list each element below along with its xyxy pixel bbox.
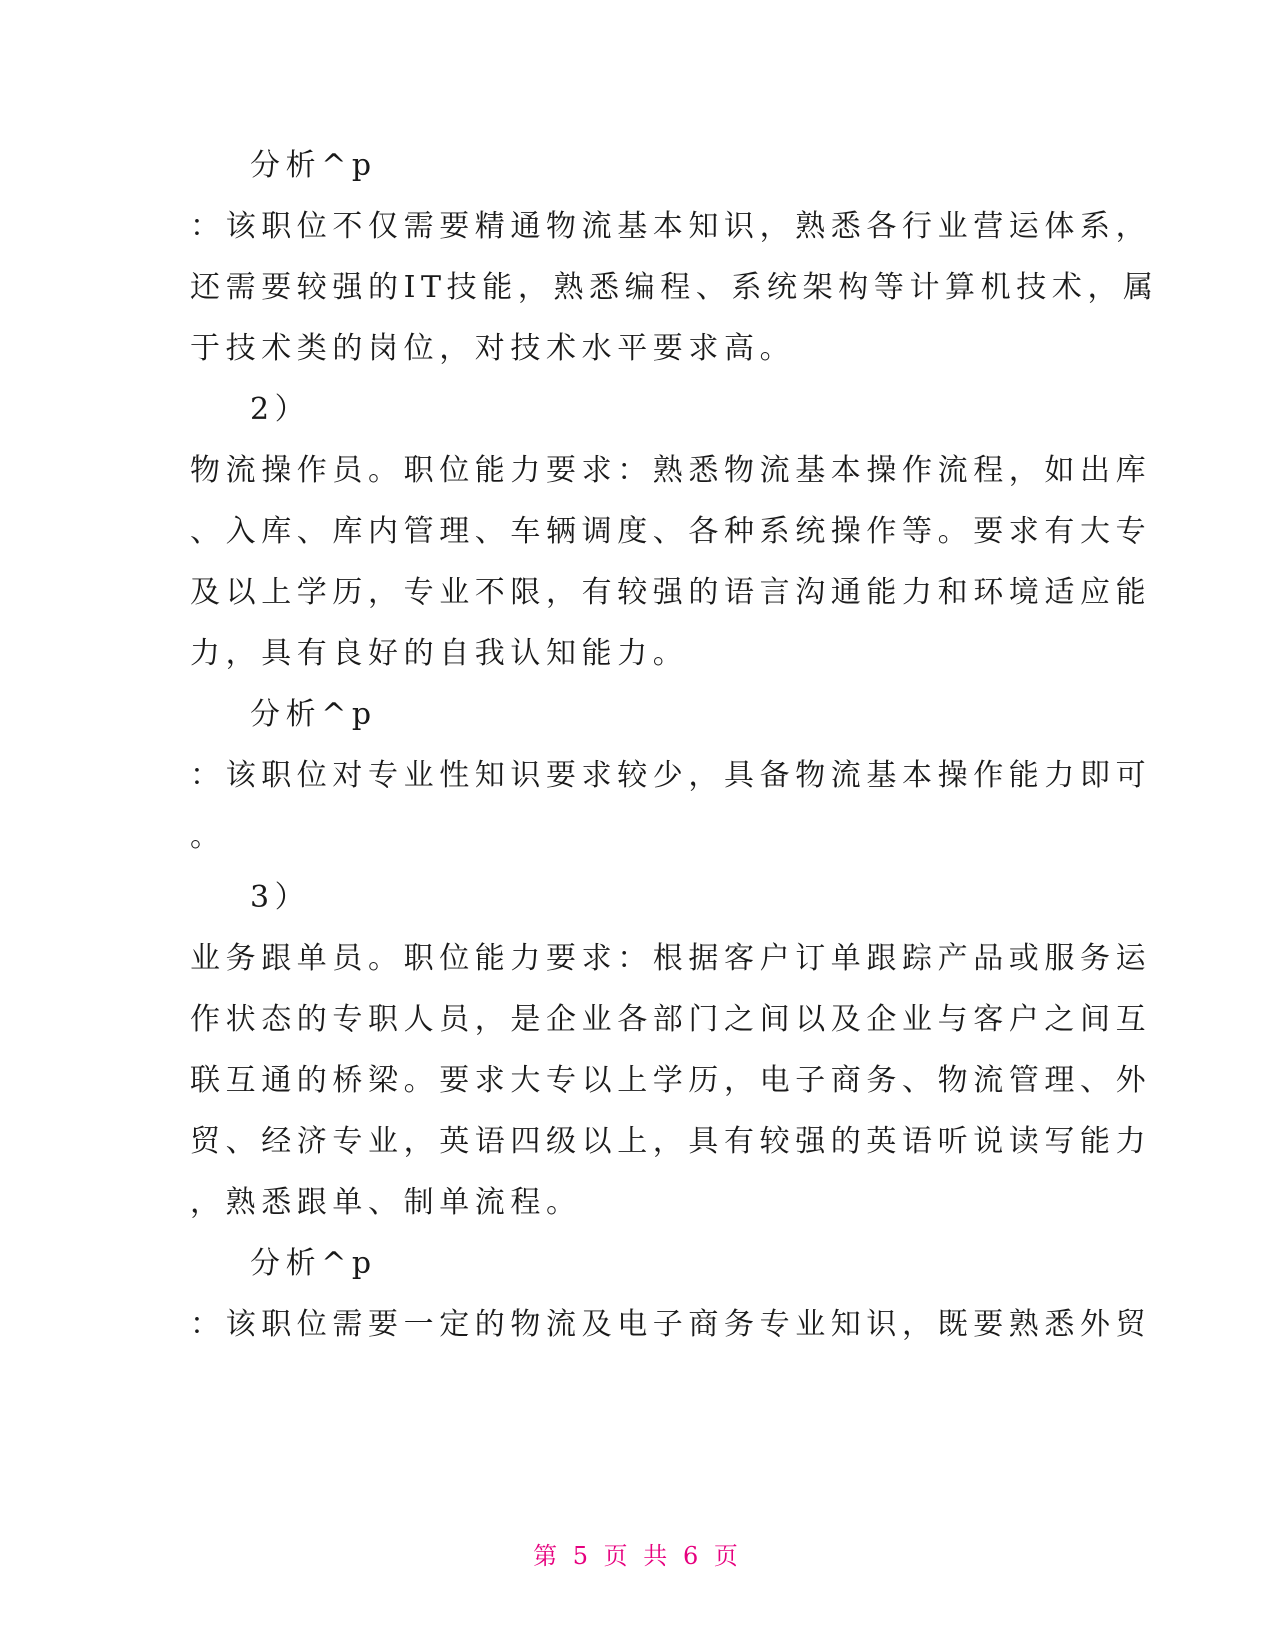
paragraph-line: ：该职位不仅需要精通物流基本知识，熟悉各行业营运体系， bbox=[190, 209, 1152, 244]
paragraph-line: 物流操作员。职位能力要求：熟悉物流基本操作流程，如出库 bbox=[190, 453, 1152, 488]
paragraph-line: 及以上学历，专业不限，有较强的语言沟通能力和环境适应能 bbox=[190, 575, 1152, 610]
paragraph-line: 、入库、库内管理、车辆调度、各种系统操作等。要求有大专 bbox=[190, 514, 1152, 549]
paragraph-line: 。 bbox=[190, 819, 226, 854]
paragraph-line: 于技术类的岗位，对技术水平要求高。 bbox=[190, 331, 796, 366]
paragraph-line: 还需要较强的IT技能，熟悉编程、系统架构等计算机技术，属 bbox=[190, 270, 1159, 305]
paragraph-line: ，熟悉跟单、制单流程。 bbox=[190, 1185, 582, 1220]
section-number: 3） bbox=[250, 880, 311, 915]
paragraph-line: 业务跟单员。职位能力要求：根据客户订单跟踪产品或服务运 bbox=[190, 941, 1152, 976]
paragraph-line: 联互通的桥梁。要求大专以上学历，电子商务、物流管理、外 bbox=[190, 1063, 1152, 1098]
paragraph-line: 作状态的专职人员，是企业各部门之间以及企业与客户之间互 bbox=[190, 1002, 1152, 1037]
analysis-heading: 分析^p bbox=[250, 1246, 377, 1281]
page-number-footer: 第 5 页 共 6 页 bbox=[533, 1542, 742, 1570]
paragraph-line: ：该职位需要一定的物流及电子商务专业知识，既要熟悉外贸 bbox=[190, 1307, 1152, 1342]
paragraph-line: 力，具有良好的自我认知能力。 bbox=[190, 636, 689, 671]
analysis-heading: 分析^p bbox=[250, 148, 377, 183]
paragraph-line: ：该职位对专业性知识要求较少，具备物流基本操作能力即可 bbox=[190, 758, 1152, 793]
analysis-heading: 分析^p bbox=[250, 697, 377, 732]
paragraph-line: 贸、经济专业，英语四级以上，具有较强的英语听说读写能力 bbox=[190, 1124, 1152, 1159]
section-number: 2） bbox=[250, 392, 311, 427]
